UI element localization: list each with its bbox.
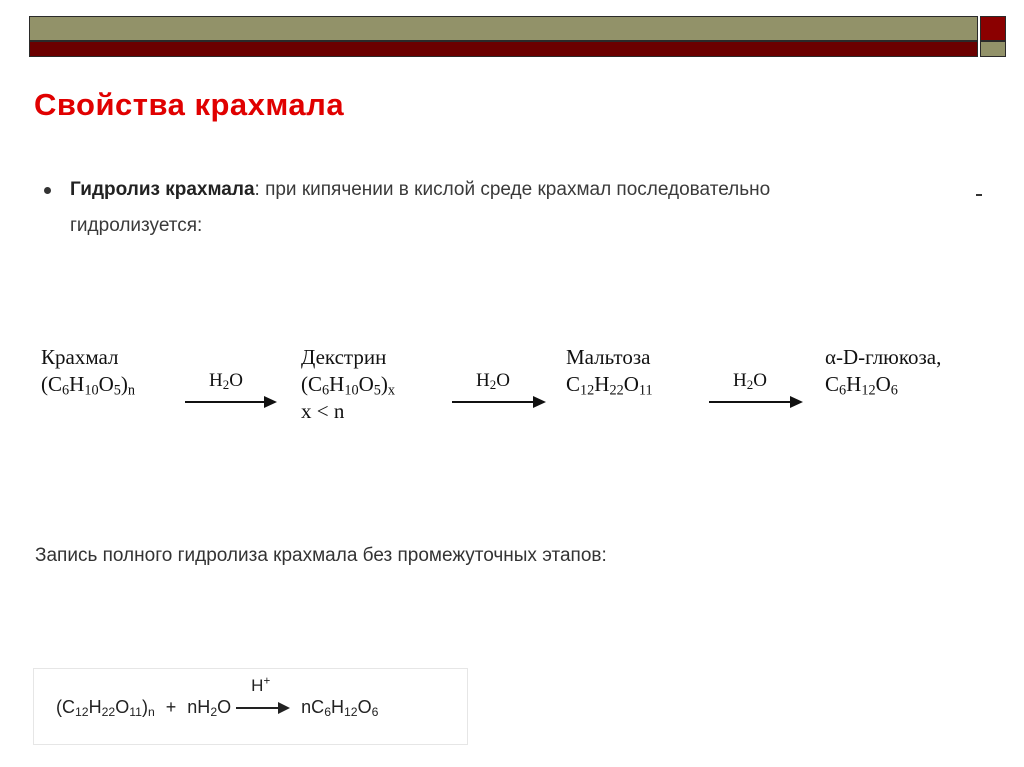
header-square-red (980, 16, 1006, 41)
eq-reactant-water: $nH_2O$ (187, 697, 232, 720)
step-starch-name: Крахмал (41, 345, 119, 369)
bullet-line1: : при кипячении в кислой среде крахмал последовательно (254, 179, 771, 200)
arrow-3 (709, 401, 801, 403)
eq-reactant-starch: $(C_{12}H_{22}O_{11})_n$ (56, 697, 155, 720)
bullet-item (44, 172, 964, 244)
arrow-2 (452, 401, 544, 403)
reagent-label-3: $H_2O$ (733, 370, 767, 393)
step-dextrin-name: Декстрин (301, 345, 387, 369)
step-glucose-name: α-D-глюкоза, (825, 345, 942, 369)
bullet-icon (44, 187, 51, 194)
step-glucose-formula: $C_6H_{12}O_6$ (825, 372, 898, 399)
eq-catalyst: H+ (251, 675, 271, 696)
bullet-bold: Гидролиз крахмала (70, 179, 255, 200)
step-maltose-name: Мальтоза (566, 345, 651, 369)
dash-mark (976, 194, 982, 196)
equation-box (33, 668, 468, 745)
step-starch (41, 344, 135, 398)
reagent-label-2: $H_2O$ (476, 370, 510, 393)
bullet-line2: гидролизуется: (70, 215, 203, 236)
arrow-1 (185, 401, 275, 403)
step-dextrin-formula: $(C_6H_{10}O_5)_x$ (301, 372, 396, 399)
step-dextrin (301, 344, 395, 425)
step-starch-formula: $(C_6H_{10}O_5)_n$ (41, 372, 136, 399)
step-maltose-formula: $C_{12}H_{22}O_{11}$ (566, 372, 653, 399)
slide-title: Свойства крахмала (34, 87, 345, 122)
note-text: Запись полного гидролиза крахмала без промежуточных этапов: (35, 545, 607, 566)
reagent-label-1: $H_2O$ (209, 370, 243, 393)
step-maltose (566, 344, 653, 398)
eq-arrow (236, 675, 296, 718)
bullet-text (70, 172, 964, 244)
header-square-olive (980, 41, 1006, 57)
step-glucose (825, 344, 941, 398)
step-dextrin-condition: x < n (301, 399, 345, 423)
eq-product-glucose: $nC_6H_{12}O_6$ (301, 697, 379, 720)
eq-plus: + (165, 697, 177, 717)
header-bar-red (29, 41, 978, 57)
header-bar-olive (29, 16, 978, 41)
full-hydrolysis-equation (56, 675, 379, 720)
